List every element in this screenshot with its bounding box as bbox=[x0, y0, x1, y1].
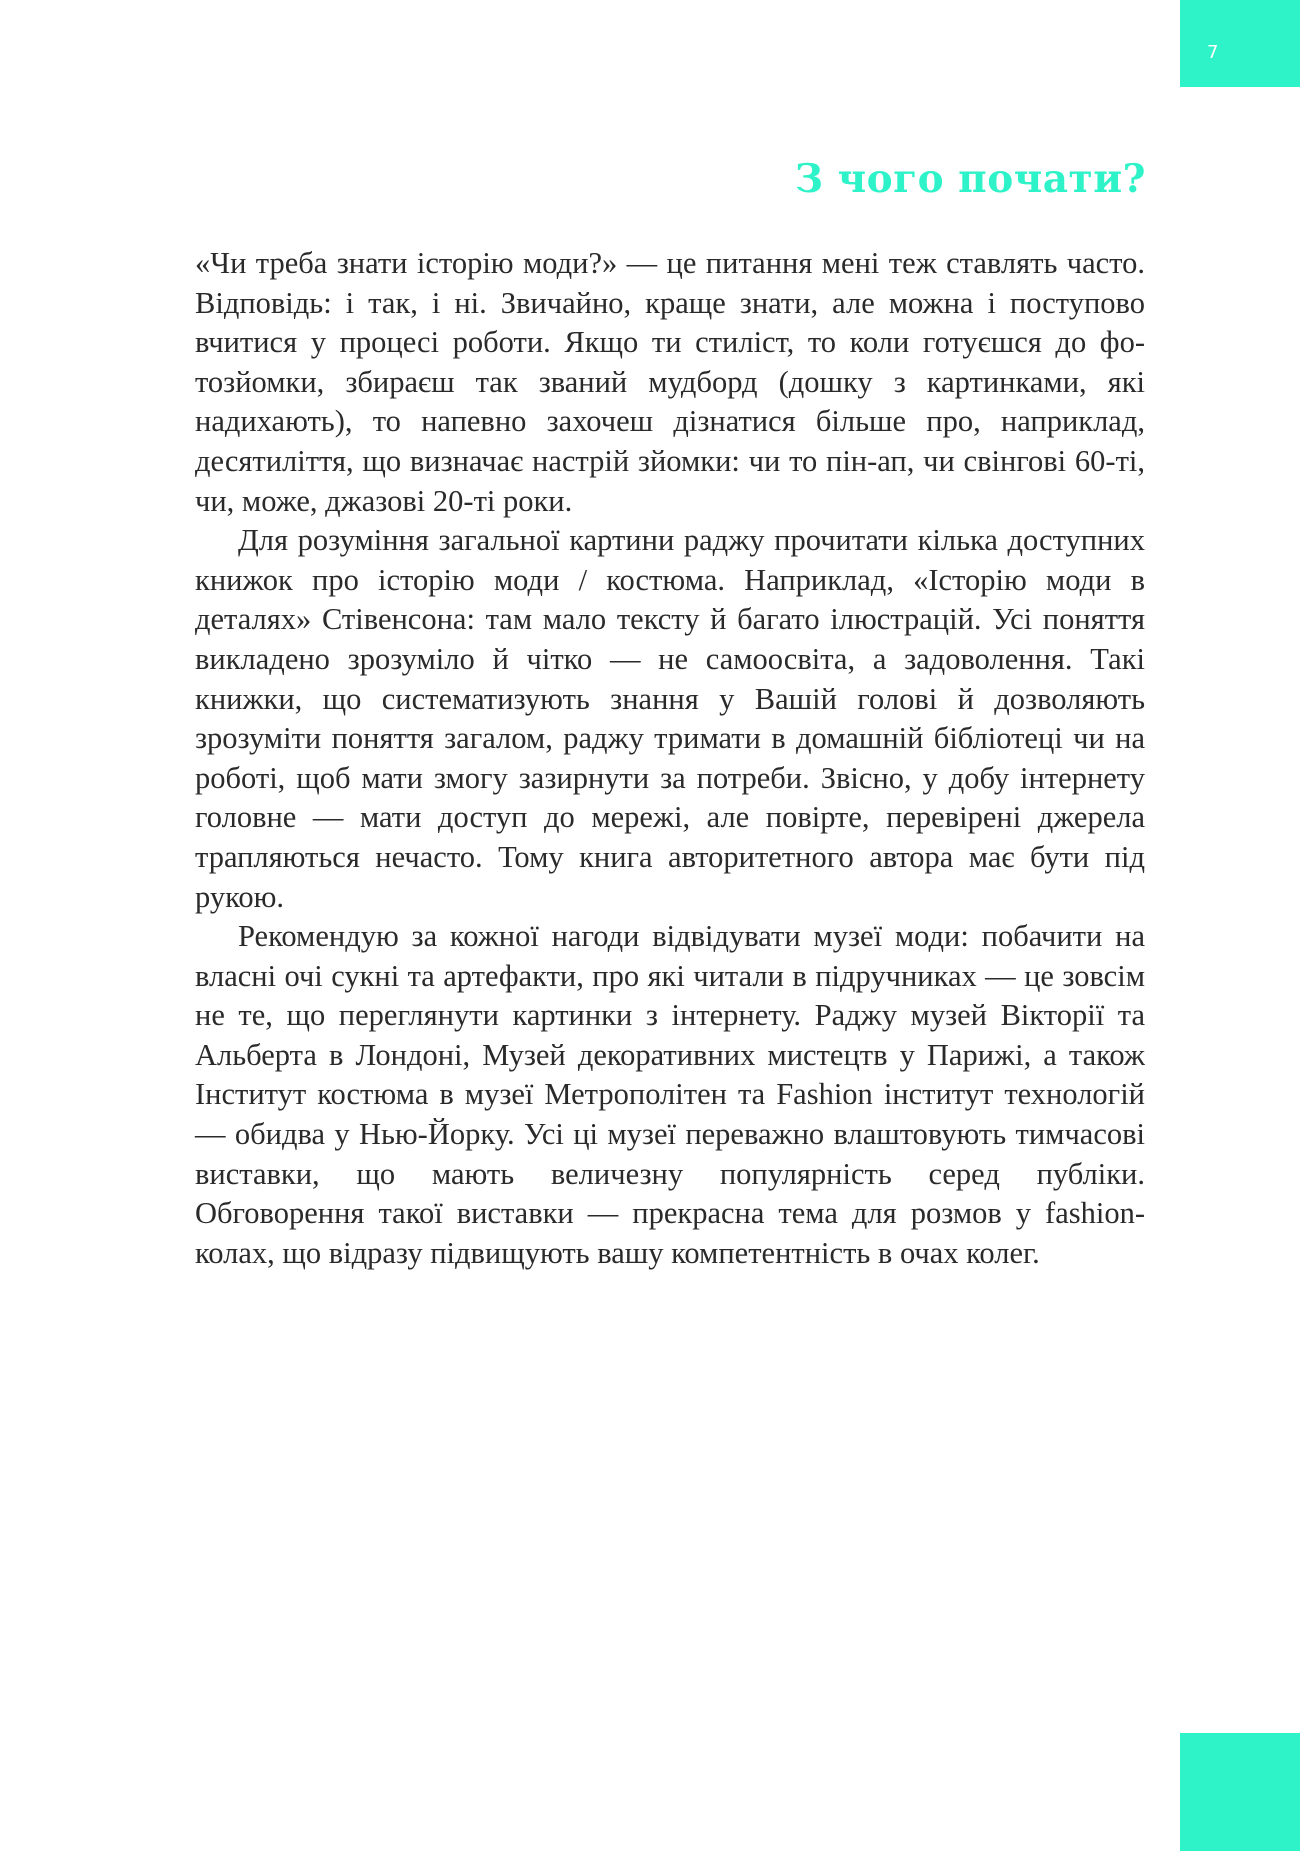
page-number-tab bbox=[1180, 0, 1300, 87]
page-number: 7 bbox=[1207, 42, 1219, 63]
paragraph-1: «Чи треба знати історію моди?» — це питання мені теж ставлять часто. Відповідь: і так, і ні. Звичайно, краще знати, але можна і поступово вчитися у процесі роботи. Якщо ти стиліст, то коли готуєшся до фотозйомки, збираєш так званий мудборд (дошку з картинками, які надихають), то напевно захочеш дізнатися більше про, наприклад, десятиліття, що визначає настрій зйомки: чи то пін-ап, чи свінгові 60-ті, чи, може, джазові 20-ті роки. bbox=[195, 246, 1145, 518]
body-text bbox=[195, 244, 1145, 1273]
bottom-corner-tab bbox=[1180, 1733, 1300, 1851]
section-title: З чого почати? bbox=[794, 156, 1146, 202]
paragraph-2: Для розуміння загальної картини раджу прочитати кілька доступних книжок про історію моди / костюма. Наприклад, «Історію моди в деталях» Стівенсона: там мало тексту й багато ілюстрацій. Усі поняття викладено зрозуміло й чітко — не самоосвіта, а задоволення. Такі книжки, що систематизують знання у Вашій голові й дозволяють зрозуміти поняття загалом, раджу тримати в домашній бібліотеці чи на роботі, щоб мати змогу зазирнути за потреби. Звісно, у добу інтернету головне — мати доступ до мережі, але повірте, перевірені джерела трапляються нечасто. Тому книга авторитетного автора має бути під рукою. bbox=[195, 523, 1145, 914]
paragraph-3: Рекомендую за кожної нагоди відвідувати музеї моди: побачити на власні очі сукні та артефакти, про які читали в підручниках — це зовсім не те, що переглянути картинки з інтернету. Раджу музей Вікторії та Альберта в Лондоні, Музей декоративних мистецтв у Парижі, а також Інститут костюма в музеї Метрополітен та Fashion інститут технологій — обидва у Нью-Йорку. Усі ці музеї переважно влаштовують тимчасові виставки, що мають величезну популярність серед публіки. Обговорення такої виставки — прекрасна тема для розмов у fashion-колах, що відразу підвищують вашу компетентність в очах колег. bbox=[195, 919, 1145, 1270]
